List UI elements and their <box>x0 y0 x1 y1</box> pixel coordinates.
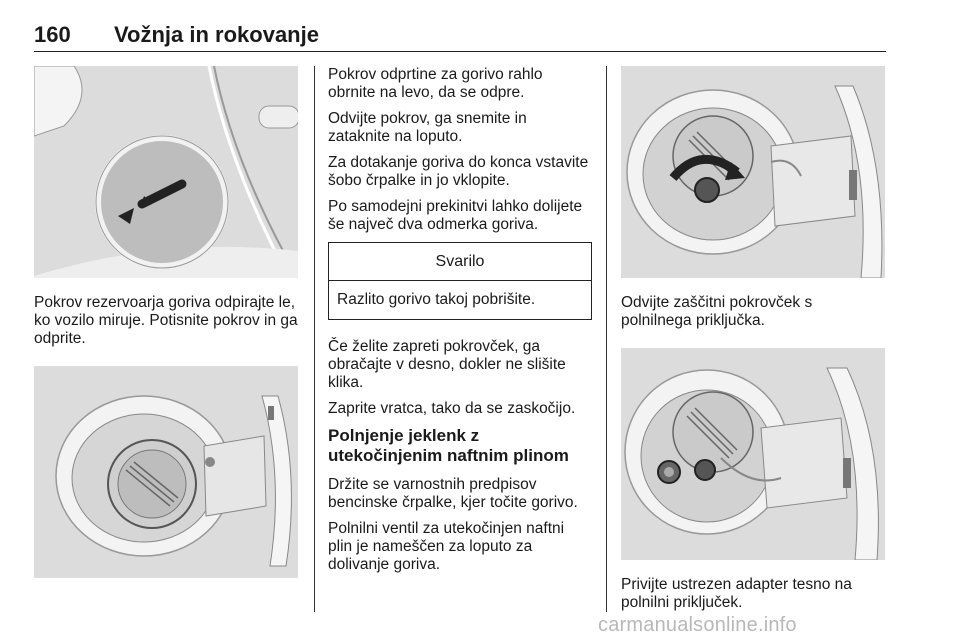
watermark: carmanualsonline.info <box>598 614 797 636</box>
lpg-cap-removal-illustration <box>621 66 885 278</box>
section-heading: Polnjenje jeklenk z utekočinjenim naftnim plinom <box>328 426 569 465</box>
paragraph: Pokrov odprtine za gorivo rahlo obrnite na levo, da se odpre. <box>328 66 543 101</box>
page-number: 160 <box>34 22 71 47</box>
column-divider <box>606 66 607 612</box>
paragraph: Če želite zapreti pokrovček, ga obračajte v desno, dokler ne slišite klika. <box>328 338 566 391</box>
lpg-adapter-illustration <box>621 348 885 560</box>
paragraph: Zaprite vratca, tako da se zaskočijo. <box>328 400 576 417</box>
figure-caption: Odvijte zaščitni pokrovček s polnilnega priključka. <box>621 294 813 329</box>
chapter-title: Vožnja in rokovanje <box>114 22 319 47</box>
page-header <box>34 22 886 52</box>
paragraph: Držite se varnostnih predpisov bencinske črpalke, kjer točite gorivo. <box>328 476 578 511</box>
warning-title: Svarilo <box>329 243 591 281</box>
column-right <box>621 66 885 630</box>
paragraph: Po samodejni prekinitvi lahko dolijete še največ dva odmerka goriva. <box>328 198 583 233</box>
paragraph: Odvijte pokrov, ga snemite in zataknite na loputo. <box>328 110 527 145</box>
figure-caption: Pokrov rezervoarja goriva odpirajte le, ko vozilo miruje. Potisnite pokrov in ga odprite. <box>34 294 298 347</box>
column-left <box>34 66 298 578</box>
warning-text: Razlito gorivo takoj pobrišite. <box>337 291 536 308</box>
figure-caption: Privijte ustrezen adapter tesno na polnilni priključek. <box>621 576 852 611</box>
fuel-door-open-illustration <box>34 366 298 578</box>
column-divider <box>314 66 315 612</box>
paragraph: Polnilni ventil za utekočinjen naftni plin je nameščen za loputo za dolivanje goriva. <box>328 520 565 573</box>
column-middle <box>328 66 592 582</box>
warning-box <box>328 242 592 320</box>
paragraph: Za dotakanje goriva do konca vstavite šobo črpalke in jo vklopite. <box>328 154 589 189</box>
fuel-door-closed-illustration <box>34 66 298 278</box>
